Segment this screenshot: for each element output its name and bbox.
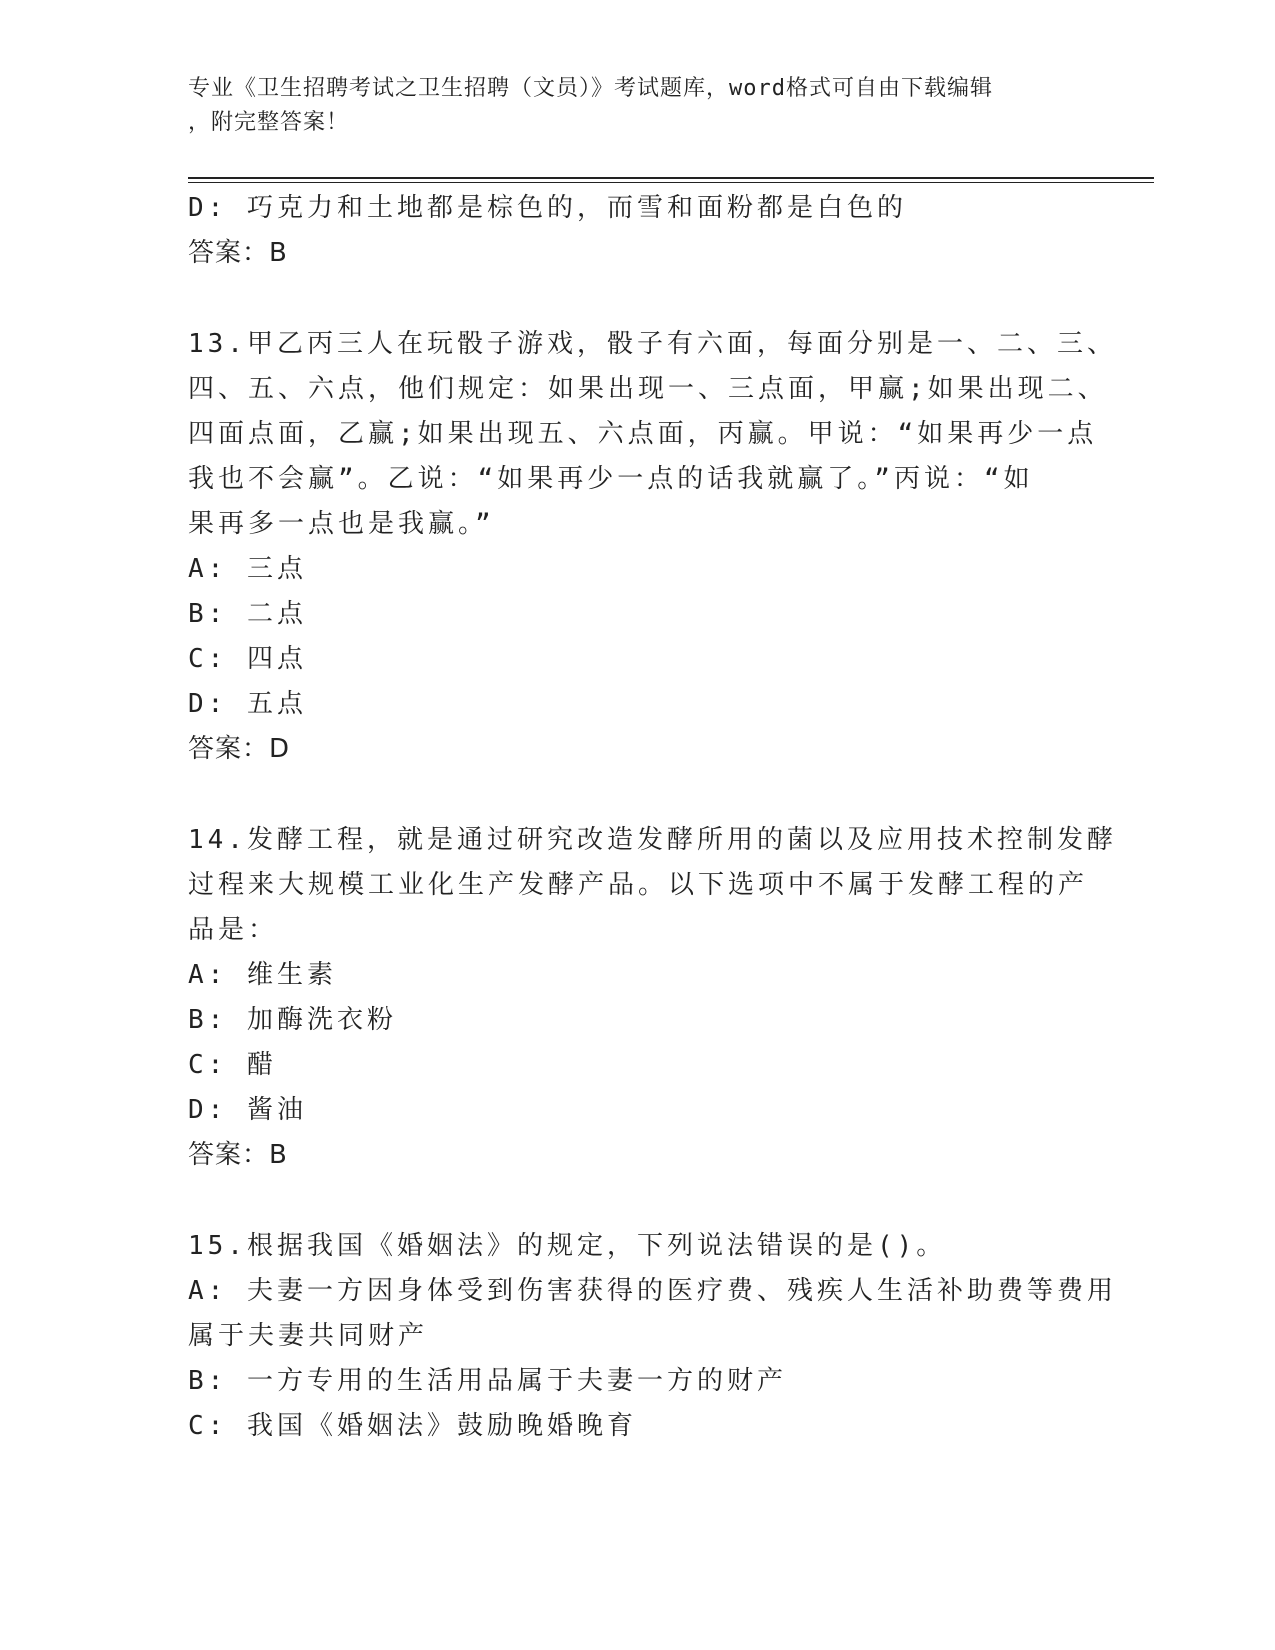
page-header bbox=[188, 72, 1088, 140]
option-c: C: 我国《婚姻法》鼓励晚婚晚育 bbox=[188, 1411, 637, 1441]
option-d: D: 酱油 bbox=[188, 1095, 307, 1125]
question-stem-line: 果再多一点也是我赢。” bbox=[188, 509, 495, 539]
question-stem-line: 过程来大规模工业化生产发酵产品。以下选项中不属于发酵工程的产 bbox=[188, 870, 1089, 900]
option-b: B: 加酶洗衣粉 bbox=[188, 1005, 397, 1035]
question-stem-line: 13.甲乙丙三人在玩骰子游戏，骰子有六面，每面分别是一、二、三、 bbox=[188, 329, 1117, 359]
header-line-1: 专业《卫生招聘考试之卫生招聘（文员）》考试题库，word格式可自由下载编辑 bbox=[188, 76, 993, 101]
question-12-tail bbox=[188, 186, 1068, 276]
question-15 bbox=[188, 1224, 1117, 1449]
option-a: A: 夫妻一方因身体受到伤害获得的医疗费、残疾人生活补助费等费用 bbox=[188, 1276, 1117, 1306]
answer-line: 答案：D bbox=[188, 734, 291, 764]
option-d: D: 五点 bbox=[188, 689, 307, 719]
spacer bbox=[188, 1178, 1068, 1224]
option-a-continued: 属于夫妻共同财产 bbox=[188, 1321, 429, 1351]
option-c: C: 四点 bbox=[188, 644, 307, 674]
question-stem-line: 四、五、六点，他们规定：如果出现一、三点面，甲赢;如果出现二、 bbox=[188, 374, 1108, 404]
answer-line: 答案：B bbox=[188, 238, 288, 268]
option-b: B: 一方专用的生活用品属于夫妻一方的财产 bbox=[188, 1366, 787, 1396]
question-content bbox=[188, 186, 1117, 1449]
question-stem-line: 14.发酵工程，就是通过研究改造发酵所用的菌以及应用技术控制发酵 bbox=[188, 825, 1117, 855]
spacer bbox=[188, 276, 1068, 322]
answer-line: 答案：B bbox=[188, 1140, 288, 1170]
question-14 bbox=[188, 818, 1117, 1178]
option-a: A: 三点 bbox=[188, 554, 307, 584]
question-stem-line: 四面点面，乙赢;如果出现五、六点面，丙赢。甲说：“如果再少一点 bbox=[188, 419, 1098, 449]
question-13 bbox=[188, 322, 1117, 772]
option-c: C: 醋 bbox=[188, 1050, 277, 1080]
question-stem-line: 15.根据我国《婚姻法》的规定，下列说法错误的是()。 bbox=[188, 1231, 947, 1261]
spacer bbox=[188, 772, 1068, 818]
question-stem-line: 我也不会赢”。乙说：“如果再少一点的话我就赢了。”丙说：“如 bbox=[188, 464, 1034, 494]
header-divider-thick bbox=[188, 177, 1154, 179]
option-b: B: 二点 bbox=[188, 599, 307, 629]
question-stem-line: 品是： bbox=[188, 915, 279, 945]
option-d: D: 巧克力和土地都是棕色的，而雪和面粉都是白色的 bbox=[188, 193, 907, 223]
header-line-2: ，附完整答案！ bbox=[188, 110, 350, 135]
header-divider-thin bbox=[188, 182, 1154, 183]
option-a: A: 维生素 bbox=[188, 960, 337, 990]
